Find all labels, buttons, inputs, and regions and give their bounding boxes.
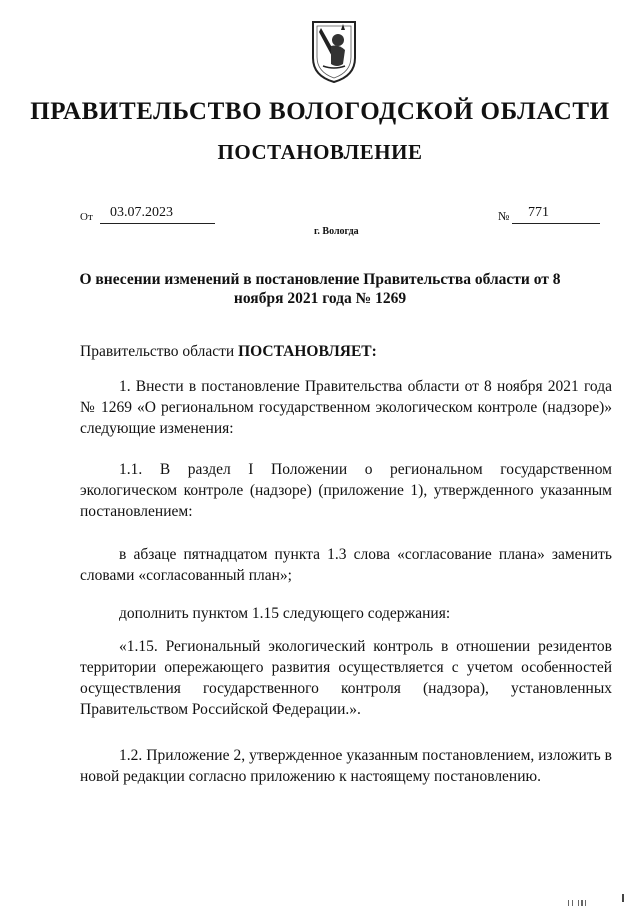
coat-of-arms-emblem: [309, 18, 359, 84]
page-edge-mark: [622, 894, 624, 902]
preamble: [80, 341, 612, 362]
document-date: 03.07.2023: [100, 205, 215, 224]
paragraph-1-2: 1.2. Приложение 2, утвержденное указанным постановлением, изложить в новой редакции согласно приложению к настоящему постановлению.: [80, 747, 612, 785]
date-prefix: От: [80, 211, 93, 223]
preamble-text: Правительство области: [80, 343, 239, 360]
city-label: г. Вологда: [314, 226, 359, 237]
paragraph-1-1: 1.1. В раздел I Положении о региональном государственном экологическом контроле (надзоре) (приложение 1), утвержденного указанным постановлением:: [80, 461, 612, 520]
number-prefix: №: [498, 209, 510, 223]
paragraph-1-1-change-a: в абзаце пятнадцатом пункта 1.3 слова «согласование плана» заменить словами «согласованный план»;: [80, 546, 612, 584]
document-type-heading: ПОСТАНОВЛЕНИЕ: [217, 140, 423, 164]
paragraph-1-1-change-b: дополнить пунктом 1.15 следующего содержания:: [119, 605, 451, 622]
organization-heading: ПРАВИТЕЛЬСТВО ВОЛОГОДСКОЙ ОБЛАСТИ: [30, 98, 610, 125]
document-number: 771: [512, 205, 600, 224]
paragraph-1-15-quote: «1.15. Региональный экологический контроль в отношении резидентов территории опережающего развития осуществляется с учетом особенностей осуществления государственного контроля (надзора), установленных Правительством Российской Федерации.».: [80, 638, 612, 718]
paragraph-1: 1. Внести в постановление Правительства области от 8 ноября 2021 года № 1269 «О региональном государственном экологическом контроле (надзоре)» следующие изменения:: [80, 378, 612, 437]
document-title: О внесении изменений в постановление Правительства области от 8 ноября 2021 года № 1269: [79, 271, 561, 307]
scan-barcode-mark: [566, 894, 606, 902]
preamble-keyword: ПОСТАНОВЛЯЕТ:: [238, 343, 377, 360]
